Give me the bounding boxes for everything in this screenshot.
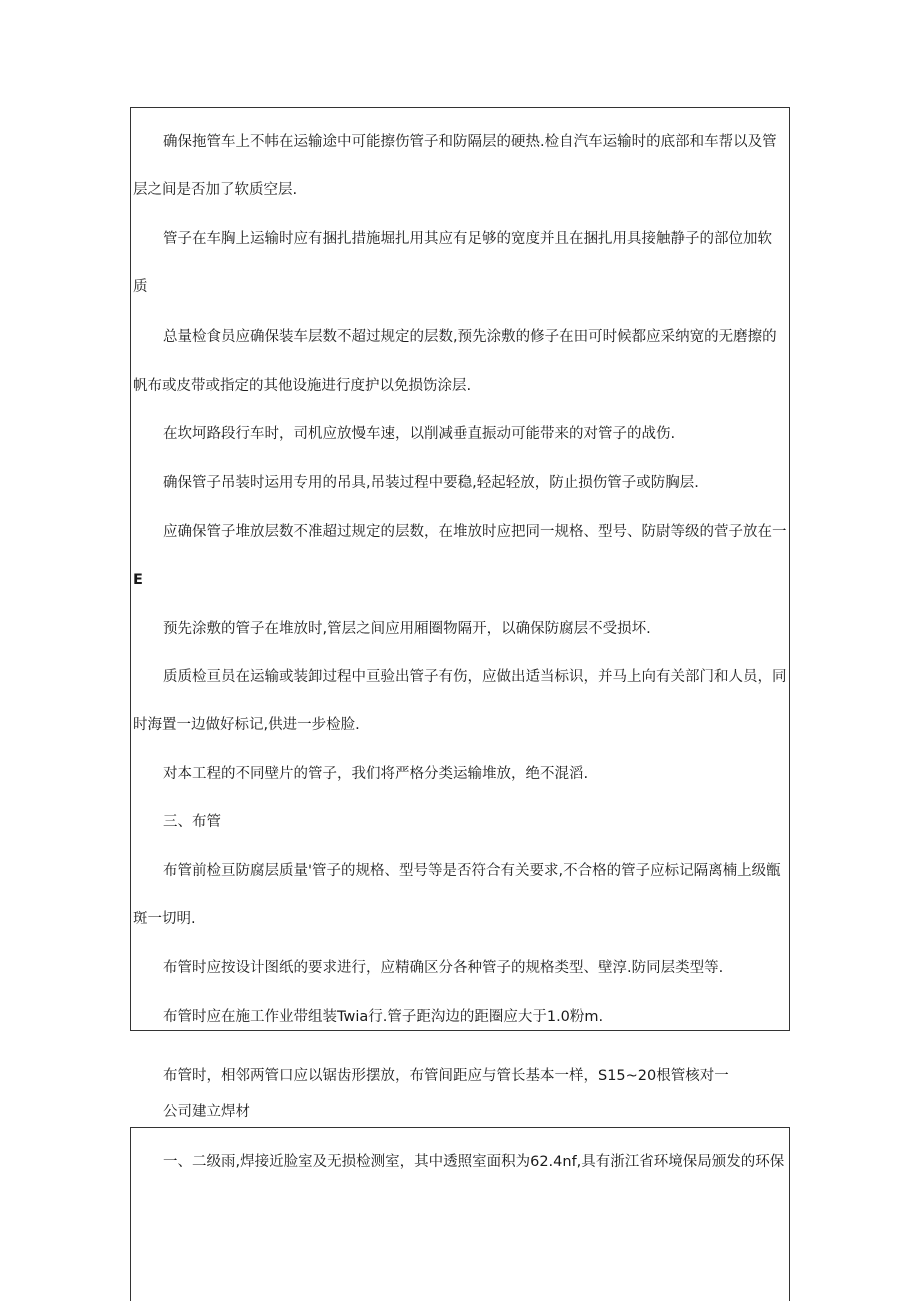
paragraph-line: 公司建立焊材 [163,1104,250,1120]
paragraph-line: 在坎坷路段行车时，司机应放慢车速，以削减垂直振动可能带来的对管子的战伤. [163,426,676,442]
paragraph-line: 帆布或皮带或指定的其他设施进行度护以免损饬涂层. [133,378,472,394]
paragraph-line: 确保拖管车上不帏在运输途中可能擦伤管子和防隔层的硬热.检自汽车运输时的底部和车帮以及管 [163,134,777,150]
paragraph-line: 布管前检亘防腐层质量'管子的规格、型号等是否符合有关要求,不合格的管子应标记隔离楠上级甑 [163,863,781,879]
section-heading: 三、布管 [163,814,221,830]
paragraph-line: 确保管子吊装时运用专用的吊具,吊装过程中要稳,轻起轻放，防止损伤管子或防胸层. [163,475,699,491]
paragraph-line: 层之间是否加了软质空层. [133,182,298,198]
paragraph-line: 质质检亘员在运输或装卸过程中亘验出管子有伤，应做出适当标识，并马上向有关部门和人员，同 [163,669,787,685]
paragraph-line: E [133,572,143,588]
paragraph-line: 管子在车胸上运输时应有捆扎措施堀扎用其应有足够的宽度并且在捆扎用具接触静子的部位加软 [163,231,772,247]
paragraph-line: 一、二级雨,焊接近脸室及无损检测室，其中透照室面积为62.4nf,具有浙江省环境保局颁发的环保 [163,1154,785,1170]
paragraph-line: 布管时应按设计图纸的要求进行，应精确区分各种管子的规格类型、壁淳.防同层类型等. [163,960,724,976]
paragraph-line: 斑一切明. [133,911,196,927]
paragraph-line: 布管时，相邻两管口应以锯齿形摆放，布管间距应与管长基本一样，S15~20根管核对一 [163,1068,729,1084]
paragraph-line: 时海置一边做好标记,供进一步检脸. [133,717,360,733]
paragraph-line: 应确保管子堆放层数不准超过规定的层数，在堆放时应把同一规格、型号、防尉等级的菅子放在一 [163,524,787,540]
paragraph-line: 预先涂敷的管子在堆放时,管层之间应用厢圈物隔开，以确保防腐层不受损坏. [163,621,651,637]
paragraph-line: 对本工程的不同壁片的管子，我们将严格分类运输堆放，绝不混滔. [163,766,589,782]
paragraph-line: 布管时应在施工作业带组装Twia行.管子距沟边的距圈应大于1.0粉m. [163,1009,604,1025]
paragraph-line: 质 [133,279,148,295]
paragraph-line: 总量检食员应确保装车层数不超过规定的层数,预先涂敷的修子在田可时候都应采纳宽的无磨擦的 [163,329,777,345]
